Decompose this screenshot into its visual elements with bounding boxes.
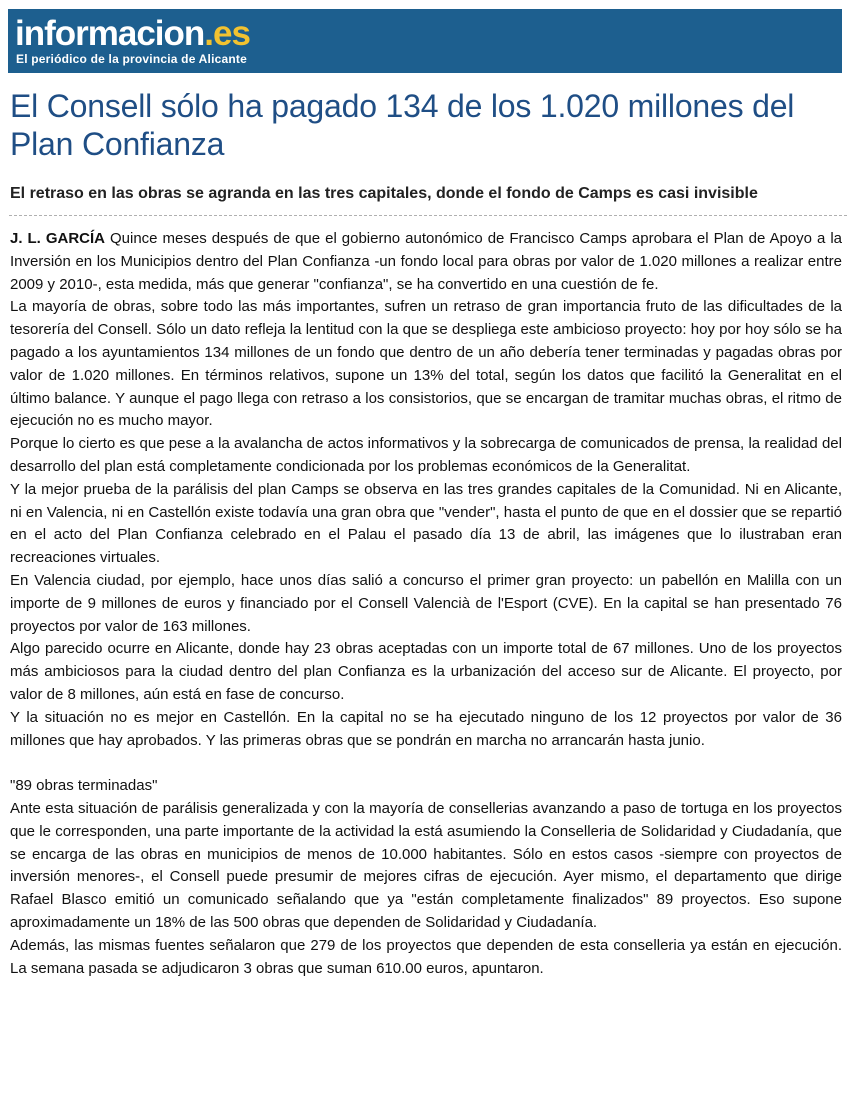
logo-wordmark: informacion bbox=[15, 14, 205, 53]
body-paragraph: Ante esta situación de parálisis generalizada y con la mayoría de consellerias avanzando a paso de tortuga en los proyectos que le corresponden, una parte importante de la actividad la está asumiendo la Conselleria de Solidaridad y Ciudadanía, que se encarga de las obras en municipios de menos de 10.000 habitantes. Sólo en estos casos -siempre con proyectos de inversión menores-, el Consell puede presumir de mejores cifras de ejecución. Ayer mismo, el departamento que dirige Rafael Blasco emitió un comunicado señalando que ya "están completamente finalizados" 89 proyectos. Eso supone aproximadamente un 18% de las 500 obras que dependen de Solidaridad y Ciudadanía. bbox=[10, 799, 842, 931]
logo-domain-suffix: .es bbox=[204, 14, 250, 53]
body-paragraph: La mayoría de obras, sobre todo las más importantes, sufren un retraso de gran importancia fruto de las dificultades de la tesorería del Consell. Sólo un dato refleja la lentitud con la que se despliega este ambicioso proyecto: hoy por hoy sólo se ha pagado a los ayuntamientos 134 millones de un fondo que dentro de un año debería tener terminadas y pagadas obras por valor de 1.020 millones. En términos relativos, supone un 13% del total, según los datos que facilitó la Generalitat en el último balance. Y aunque el pago llega con retraso a los consistorios, que se encargan de tramitar muchas obras, el ritmo de ejecución no es mucho mayor. bbox=[10, 298, 842, 430]
article-body bbox=[10, 228, 842, 980]
body-paragraph: Algo parecido ocurre en Alicante, donde hay 23 obras aceptadas con un importe total de 67 millones. Uno de los proyectos más ambiciosos para la ciudad dentro del plan Confianza es la urbanización del acceso sur de Alicante. El proyecto, por valor de 8 millones, aún está en fase de concurso. bbox=[10, 640, 842, 703]
body-paragraph: Y la mejor prueba de la parálisis del plan Camps se observa en las tres grandes capitales de la Comunidad. Ni en Alicante, ni en Valencia, ni en Castellón existe todavía una gran obra que "vender", hasta el punto de que en el dossier que se repartió en el acto del Plan Confianza celebrado en el Palau el pasado día 13 de abril, las imágenes que lo ilustraban eran recreaciones virtuales. bbox=[10, 480, 842, 567]
body-paragraph: Porque lo cierto es que pese a la avalancha de actos informativos y la sobrecarga de comunicados de prensa, la realidad del desarrollo del plan está completamente condicionada por los problemas económicos de la Generalitat. bbox=[10, 435, 842, 475]
section-heading: "89 obras terminadas" bbox=[10, 777, 158, 795]
site-logo[interactable] bbox=[15, 12, 250, 56]
body-paragraph: En Valencia ciudad, por ejemplo, hace unos días salió a concurso el primer gran proyecto: un pabellón en Malilla con un importe de 9 millones de euros y financiado por el Consell Valencià de l'Esport (CVE). En la capital se han presentado 76 proyectos por valor de 163 millones. bbox=[10, 571, 842, 635]
lead-text: Quince meses después de que el gobierno autonómico de Francisco Camps aprobara el Plan de Apoyo a la Inversión en los Municipios dentro del Plan Confianza -un fondo local para obras por valor de 1.020 millones a realizar entre 2009 y 2010-, esta medida, más que generar "confianza", se ha convertido en una cuestión de fe. bbox=[10, 230, 843, 293]
lead-paragraph bbox=[10, 228, 842, 296]
body-paragraph: Y la situación no es mejor en Castellón. En la capital no se ha ejecutado ninguno de los 12 proyectos por valor de 36 millones que hay aprobados. Y las primeras obras que se pondrán en marcha no arrancarán hasta junio. bbox=[10, 708, 842, 749]
masthead bbox=[8, 9, 842, 73]
article-subheadline: El retraso en las obras se agranda en las tres capitales, donde el fondo de Camps es casi invisible bbox=[10, 185, 758, 202]
body-paragraph: Además, las mismas fuentes señalaron que 279 de los proyectos que dependen de esta conselleria ya están en ejecución. La semana pasada se adjudicaron 3 obras que suman 610.00 euros, apuntaron. bbox=[10, 936, 842, 977]
author-byline: J. L. GARCÍA bbox=[10, 230, 105, 247]
article-headline: El Consell sólo ha pagado 134 de los 1.020 millones del Plan Confianza bbox=[10, 88, 795, 162]
section-spacer bbox=[10, 752, 842, 775]
header-divider bbox=[9, 215, 847, 216]
site-tagline: El periódico de la provincia de Alicante bbox=[16, 52, 247, 66]
